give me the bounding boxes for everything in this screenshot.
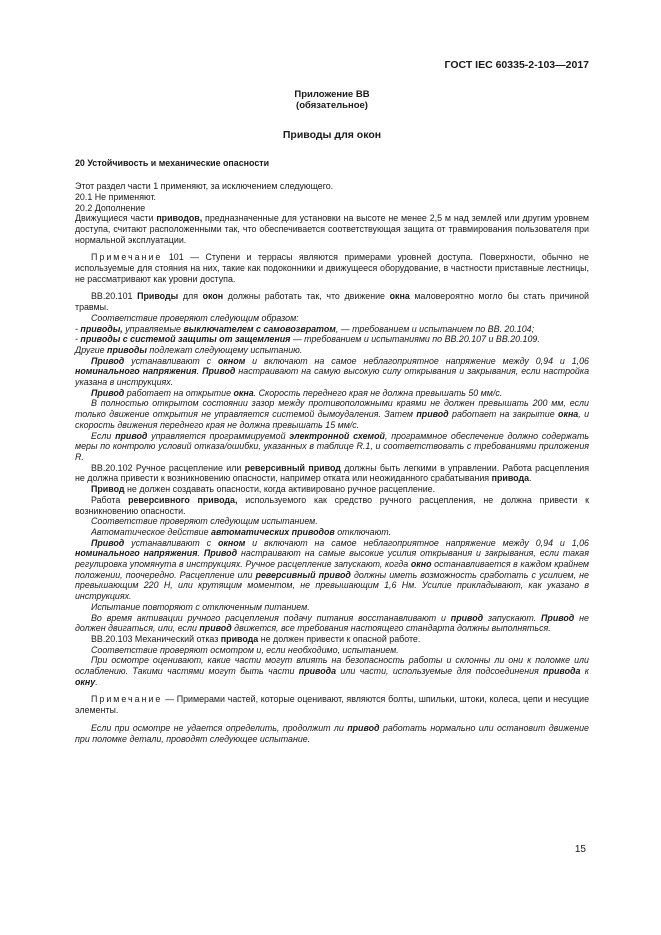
paragraph: Соответствие проверяют осмотром и, если необходимо, испытанием.: [91, 644, 399, 655]
paragraph: 20.2 Дополнение: [75, 202, 146, 213]
paragraph: Привод не должен создавать опасности, когда активировано ручное расцепление.: [91, 484, 436, 495]
paragraph: Соответствие проверяют следующим испытанием.: [91, 516, 318, 527]
paragraph: Работа реверсивного привода, используемого как средство ручного расцепления, не должна привести к возникновению опасности.: [75, 494, 589, 516]
paragraph: Если привод управляется программируемой электронной схемой, программное обеспечение должно содержать меры по контролю условий отказа/ошибки, указанных в таблице R.1, и соответствовать с требованиями приложения R.: [75, 430, 589, 462]
annex-title: Приложение ВВ: [294, 88, 370, 100]
list-item: - приводы с системой защиты от защемления — требованием и испытаниями по ВВ.20.107 и ВВ.20.109.: [75, 334, 540, 345]
note: Примечание — Примерами частей, которые оценивают, являются болты, шпильки, штоки, колеса, цепи и несущие элементы.: [75, 694, 589, 716]
paragraph: ВВ.20.103 Механический отказ привода не должен привести к опасной работе.: [91, 633, 421, 644]
paragraph: Движущиеся части приводов, предназначенные для установки на высоте не менее 2,5 м над землей или другим уровнем доступа, считают расположенными так, что обеспечивается соответствующая защита от травмирования пользователя при нормальной эксплуатации.: [75, 213, 589, 245]
annex-heading: Приводы для окон: [282, 128, 382, 141]
paragraph: Привод устанавливают с окном и включают на самое неблагоприятное напряжение между 0,94 и 1,06 номинального напряжения. Привод настраивают на самую высокую силу открывания и закрывания, если настройка указана в инструкциях.: [75, 355, 589, 388]
paragraph: Привод устанавливают с окном и включают на самое неблагоприятное напряжение между 0,94 и 1,06 номинального напряжения. Привод настраивают на самые высокие усилия открывания и закрывания, если такая регулировка упомянута в инструкциях. Ручное расцепление запускают, когда окно останавливается в каждом крайнем положении, поочередно. Расцепление или реверсивный привод должны иметь возможность сработать с усилием, не превышающим 220 Н, или крутящим моментом, не превышающим 1,6 Нм. Усилие прикладывают, как указано в инструкциях.: [75, 537, 589, 602]
document-id: ГОСТ IEC 60335-2-103—2017: [444, 59, 589, 71]
paragraph: Если при осмотре не удается определить, продолжит ли привод работать нормально или остановит движение при поломке детали, проводят следующее испытание.: [75, 722, 589, 744]
clause-heading: 20 Устойчивость и механические опасности: [75, 158, 270, 169]
list-item: - приводы, управляемые выключателем с самовозвратом, — требованием и испытанием по ВВ. 20.104;: [75, 323, 535, 334]
paragraph: ВВ.20.101 Приводы для окон должны работать так, что движение окна маловероятно могло бы стать причиной травмы.: [75, 291, 589, 313]
paragraph: При осмотре оценивают, какие части могут влиять на безопасность работы и склонны ли они к поломке или ослаблению. Такими частями могут быть части привода или части, используемые для подсоединения привода к окну.: [75, 655, 590, 687]
paragraph: Автоматическое действие автоматических приводов отключают.: [91, 526, 392, 537]
paragraph: Привод работает на открытие окна. Скорость переднего края не должна превышать 50 мм/с.: [91, 387, 503, 398]
note-label: Примечание: [91, 252, 163, 263]
paragraph: Соответствие проверяют следующим образом:: [91, 312, 299, 323]
note-label: Примечание: [91, 694, 163, 705]
paragraph: Другие приводы подлежат следующему испытанию.: [75, 344, 303, 355]
page-number: 15: [574, 844, 586, 855]
paragraph: Этот раздел части 1 применяют, за исключением следующего.: [75, 181, 334, 192]
annex-subtitle: (обязательное): [296, 100, 368, 112]
paragraph: 20.1 Не применяют.: [75, 191, 156, 202]
note-101: Примечание 101 — Ступени и террасы являются примерами уровней доступа. Поверхности, обычно не используемые для стояния на них, такие как подоконники и движущееся оборудование, в частности приставные лестницы, не рассматривают как уровни доступа.: [75, 252, 589, 284]
paragraph: ВВ.20.102 Ручное расцепление или реверсивный привод должны быть легкими в управлении. Работа расцепления не должна привести к возникновению опасности, например отката или неожиданного срабатывания привода.: [75, 462, 590, 484]
paragraph: Во время активации ручного расцепления подачу питания восстанавливают и привод запускают. Привод не должен двигаться, или, если привод движется, все требования настоящего стандарта должны выполняться.: [75, 612, 589, 634]
paragraph: В полностью открытом состоянии зазор между противоположными краями не должен превышать 200 мм, если только движение открытия не управляется системой дымоудаления. Затем привод работает на закрытие окна, и скорость движения переднего края не должна превышать 15 мм/с.: [75, 398, 589, 430]
paragraph: Испытание повторяют с отключенным питанием.: [91, 601, 310, 612]
